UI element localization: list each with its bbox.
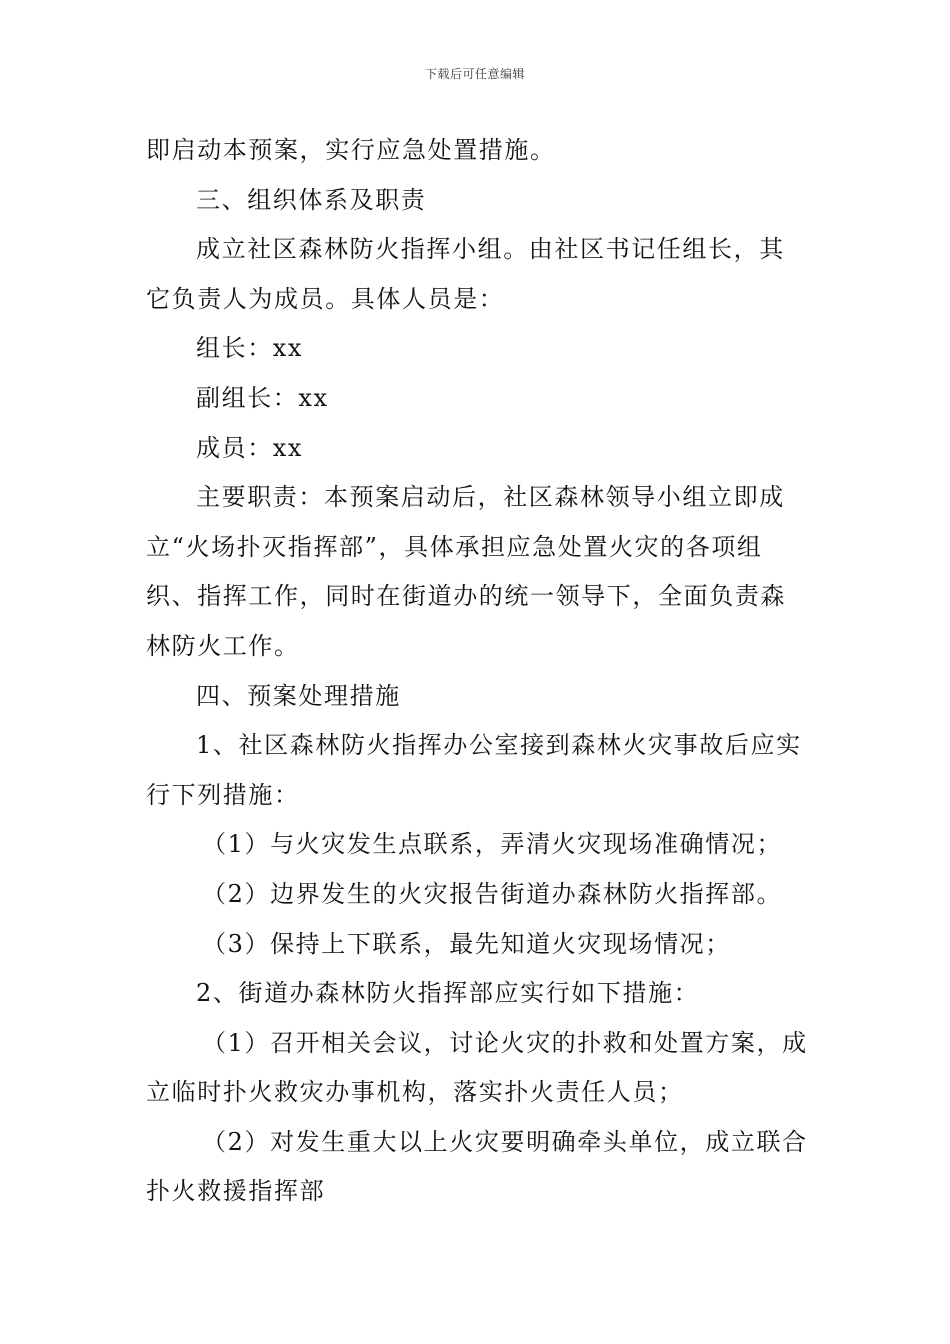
section-heading: 三、组织体系及职责 <box>196 185 427 214</box>
member-line: 副组长：xx <box>196 383 329 412</box>
document-body <box>146 126 806 1217</box>
paragraph-line: 2、街道办森林防火指挥部应实行如下措施： <box>196 979 700 1008</box>
paragraph-line: 它负责人为成员。具体人员是： <box>146 284 505 313</box>
page-header-note: 下载后可任意编辑 <box>424 67 525 81</box>
paragraph-line: 1、社区森林防火指挥办公室接到森林火灾事故后应实 <box>196 731 802 760</box>
list-item: （1）召开相关会议，讨论火灾的扑救和处置方案，成 <box>202 1028 808 1057</box>
list-item: （2）对发生重大以上火灾要明确牵头单位，成立联合 <box>202 1127 808 1156</box>
list-item: （3）保持上下联系，最先知道火灾现场情况； <box>202 929 731 958</box>
paragraph-line: 立“火场扑灭指挥部”，具体承担应急处置火灾的各项组 <box>146 532 763 561</box>
paragraph-line: 行下列措施： <box>146 780 300 809</box>
section-heading: 四、预案处理措施 <box>196 681 401 710</box>
paragraph-line: 扑火救援指挥部 <box>146 1177 326 1206</box>
member-line: 组长：xx <box>196 334 304 363</box>
paragraph-line: 织、指挥工作，同时在街道办的统一领导下，全面负责森 <box>146 582 786 611</box>
paragraph-line: 主要职责：本预案启动后，社区森林领导小组立即成 <box>196 483 785 512</box>
list-item: （1）与火灾发生点联系，弄清火灾现场准确情况； <box>202 830 783 859</box>
list-item: （2）边界发生的火灾报告街道办森林防火指挥部。 <box>202 879 783 908</box>
member-line: 成员：xx <box>196 433 304 462</box>
paragraph-line: 立临时扑火救灾办事机构，落实扑火责任人员； <box>146 1078 684 1107</box>
paragraph-line: 成立社区森林防火指挥小组。由社区书记任组长，其 <box>196 235 785 264</box>
paragraph-line: 即启动本预案，实行应急处置措施。 <box>146 136 556 164</box>
paragraph-line: 林防火工作。 <box>146 631 300 660</box>
